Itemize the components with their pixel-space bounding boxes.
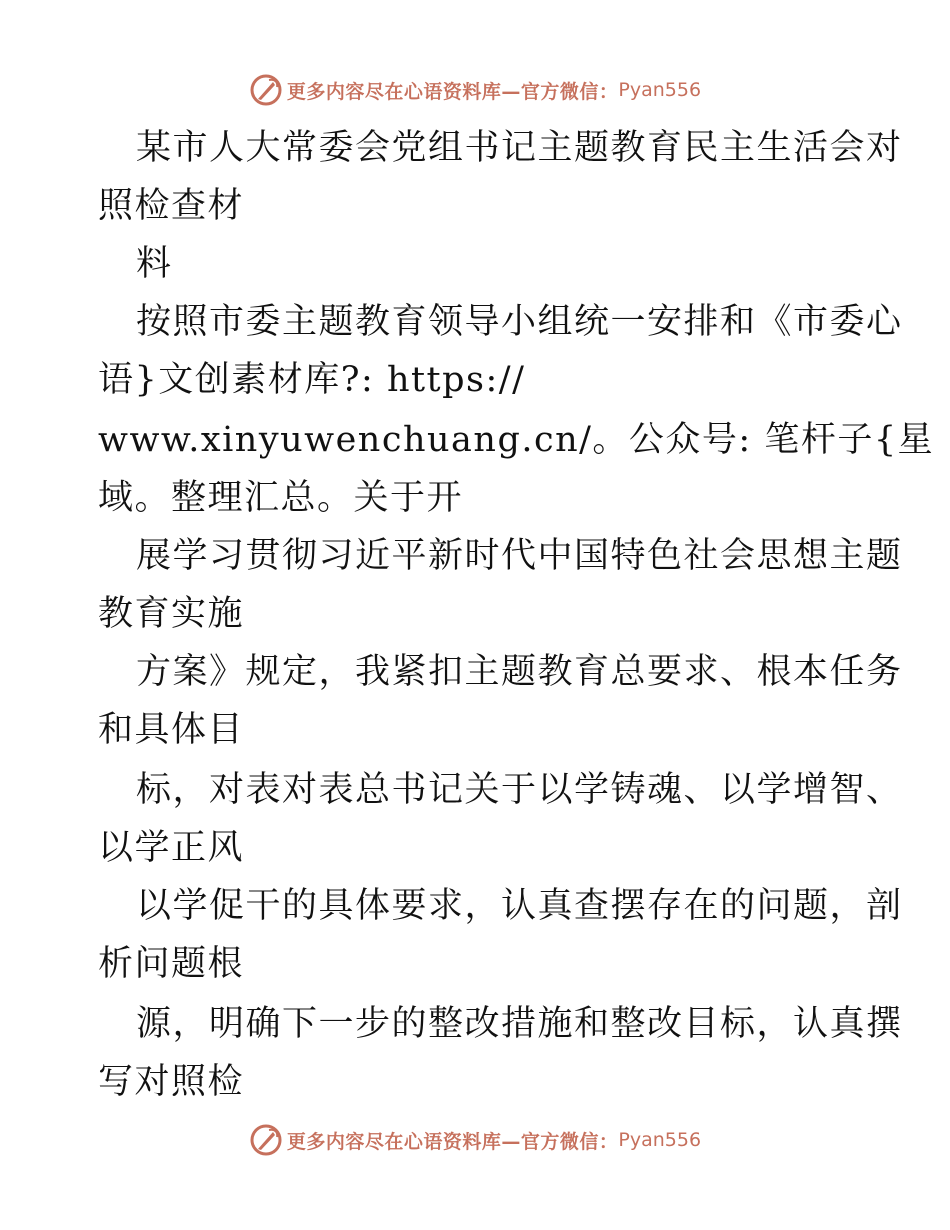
header-banner xyxy=(0,68,950,112)
banner-wechat-id: Pyan556 xyxy=(618,79,702,101)
paragraph-line: 标，对表对表总书记关于以学铸魂、以学增智、 xyxy=(136,770,903,810)
paragraph-line: 和具体目 xyxy=(98,710,245,750)
title-line-3: 料 xyxy=(136,244,173,284)
paragraph-line: www.xinyuwenchuang.cn/。公众号: 笔杆子{星 xyxy=(98,420,935,460)
quill-pen-icon xyxy=(249,1123,283,1157)
paragraph-line: 以学促干的具体要求，认真查摆存在的问题，剖 xyxy=(136,886,903,926)
footer-banner xyxy=(0,1118,950,1162)
title-line-1: 某市人大常委会党组书记主题教育民主生活会对 xyxy=(136,128,903,168)
paragraph-line: 展学习贯彻习近平新时代中国特色社会思想主题 xyxy=(136,536,903,576)
title-line-2: 照检查材 xyxy=(98,186,245,226)
quill-pen-icon xyxy=(249,73,283,107)
banner-text: 更多内容尽在心语资料库—官方微信： xyxy=(286,1130,619,1153)
banner-wechat-id: Pyan556 xyxy=(618,1129,702,1151)
paragraph-line: 方案》规定，我紧扣主题教育总要求、根本任务 xyxy=(136,652,903,692)
paragraph-line: 教育实施 xyxy=(98,594,245,634)
paragraph-line: 源，明确下一步的整改措施和整改目标，认真撰 xyxy=(136,1004,903,1044)
paragraph-line: 按照市委主题教育领导小组统一安排和《市委心 xyxy=(136,302,903,342)
paragraph-line: 写对照检 xyxy=(98,1062,245,1102)
paragraph-line: 语}文创素材库?: https:// xyxy=(98,360,526,400)
paragraph-line: 域。整理汇总。关于开 xyxy=(98,478,464,518)
banner-text: 更多内容尽在心语资料库—官方微信： xyxy=(286,80,619,103)
paragraph-line: 以学正风 xyxy=(98,828,245,868)
paragraph-line: 析问题根 xyxy=(98,944,245,984)
